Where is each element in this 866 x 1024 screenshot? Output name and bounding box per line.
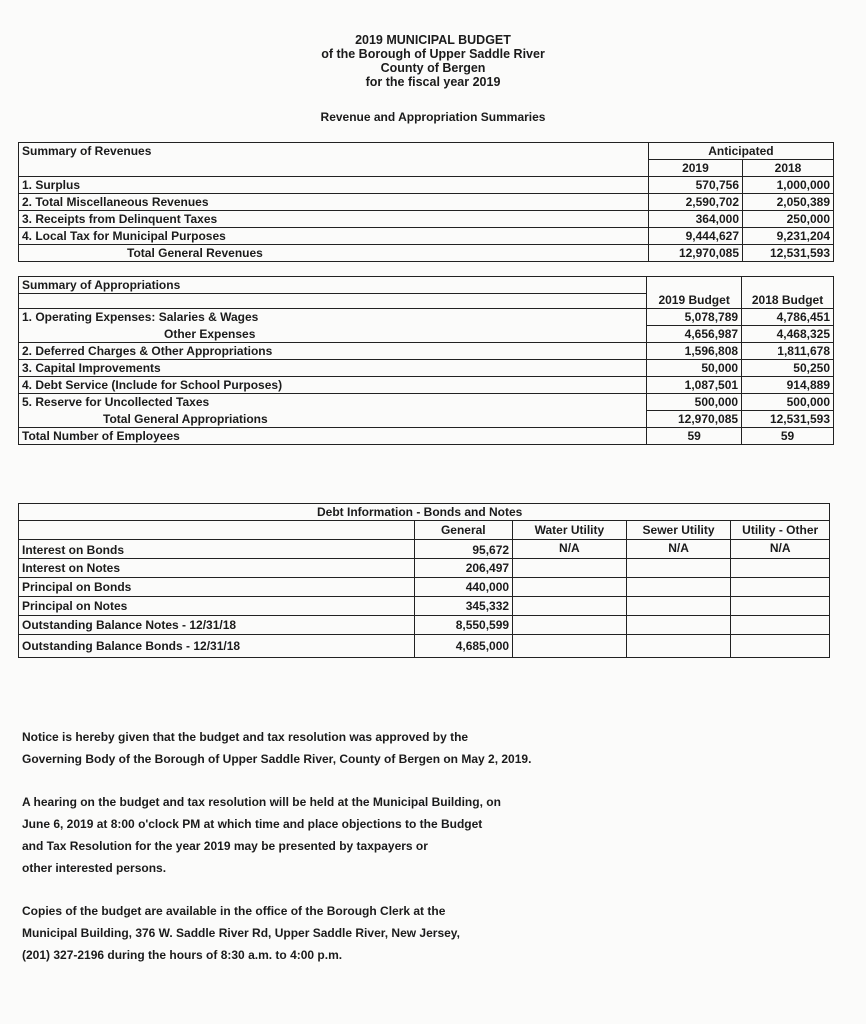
table-row: Other Expenses 4,656,987 4,468,325 — [19, 326, 834, 343]
appropriations-table — [18, 276, 834, 445]
table-row: Interest on Notes 206,497 — [19, 559, 830, 578]
copies-notice: Copies of the budget are available in the office of the Borough Clerk at the Municipal Building, 376 W. Saddle River Rd, Upper Saddle River, New Jersey, (201) 327-2196 during the hours of 8:30 a.m. to 4:00 p.m. — [22, 904, 460, 962]
table-row: 5. Reserve for Uncollected Taxes 500,000 500,000 — [19, 394, 834, 411]
total-row: Total General Revenues 12,970,085 12,531,593 — [19, 245, 834, 262]
table-row: 3. Capital Improvements 50,000 50,250 — [19, 360, 834, 377]
table-row: Principal on Bonds 440,000 — [19, 578, 830, 597]
total-row: Total General Appropriations 12,970,085 12,531,593 — [19, 411, 834, 428]
table-row: 1. Surplus 570,756 1,000,000 — [19, 177, 834, 194]
employees-row: Total Number of Employees 59 59 — [19, 428, 834, 445]
table-row: Principal on Notes 345,332 — [19, 597, 830, 616]
document-header — [0, 33, 866, 89]
table-row: 3. Receipts from Delinquent Taxes 364,000 250,000 — [19, 211, 834, 228]
debt-title: Debt Information - Bonds and Notes — [19, 504, 830, 521]
debt-col-sewer: Sewer Utility — [626, 521, 731, 540]
table-row: 4. Local Tax for Municipal Purposes 9,444,627 9,231,204 — [19, 228, 834, 245]
fiscal-year: for the fiscal year 2019 — [365, 75, 501, 89]
debt-col-other: Utility - Other — [731, 521, 830, 540]
debt-col-water: Water Utility — [513, 521, 627, 540]
rev-col-2019: 2019 — [648, 160, 742, 177]
revenues-title: Summary of Revenues — [19, 143, 649, 177]
table-row: Outstanding Balance Bonds - 12/31/18 4,685,000 — [19, 635, 830, 658]
budget-title: 2019 MUNICIPAL BUDGET — [355, 33, 511, 47]
table-row: 1. Operating Expenses: Salaries & Wages 5,078,789 4,786,451 — [19, 309, 834, 326]
table-row: 4. Debt Service (Include for School Purposes) 1,087,501 914,889 — [19, 377, 834, 394]
appropriations-title: Summary of Appropriations — [19, 277, 647, 294]
rev-col-2018: 2018 — [743, 160, 834, 177]
county-name: County of Bergen — [380, 61, 486, 75]
summaries-subtitle: Revenue and Appropriation Summaries — [320, 110, 546, 124]
debt-col-general: General — [414, 521, 513, 540]
table-row: Interest on Bonds 95,672 N/A N/A N/A — [19, 540, 830, 559]
hearing-notice: A hearing on the budget and tax resolution will be held at the Municipal Building, on June 6, 2019 at 8:00 o'clock PM at which time and place objections to the Budget and Tax Resolution for the year 2019 may be presented by taxpayers or other interested persons. — [22, 795, 501, 875]
table-row: 2. Deferred Charges & Other Appropriations 1,596,808 1,811,678 — [19, 343, 834, 360]
app-col-2018: 2018 Budget — [742, 277, 834, 309]
table-row: Outstanding Balance Notes - 12/31/18 8,550,599 — [19, 616, 830, 635]
borough-name: of the Borough of Upper Saddle River — [321, 47, 545, 61]
table-row: 2. Total Miscellaneous Revenues 2,590,702 2,050,389 — [19, 194, 834, 211]
debt-table — [18, 503, 830, 658]
app-col-2019: 2019 Budget — [647, 277, 742, 309]
anticipated-header: Anticipated — [648, 143, 833, 160]
revenues-table — [18, 142, 834, 262]
approval-notice: Notice is hereby given that the budget and tax resolution was approved by the Governing Body of the Borough of Upper Saddle River, County of Bergen on May 2, 2019. — [22, 730, 532, 766]
